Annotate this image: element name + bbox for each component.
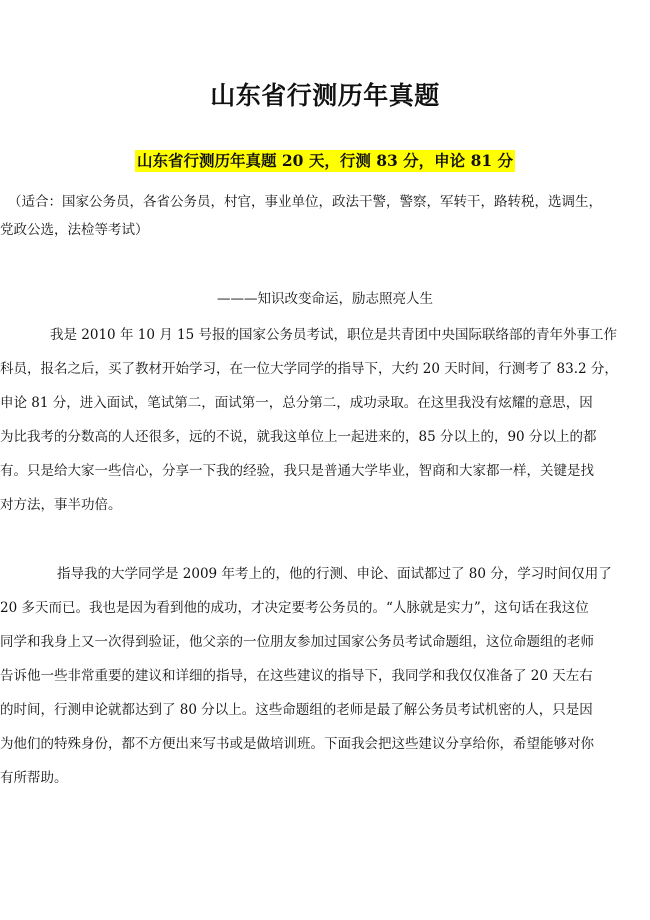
subtitle-wrap — [0, 150, 650, 172]
text-line: 科员，报名之后，买了教材开始学习，在一位大学同学的指导下，大约 20 天时间，行测考了 83.2 分， — [0, 361, 618, 377]
text-line: 的时间，行测申论就都达到了 80 分以上。这些命题组的老师是最了解公务员考试机密的人，只是因 — [0, 702, 593, 718]
text-line: 指导我的大学同学是 2009 年考上的，他的行测、申论、面试都过了 80 分，学习时间仅用了 — [57, 566, 612, 582]
scope-line: 党政公选，法检等考试） — [0, 222, 149, 238]
text-line: 对方法，事半功倍。 — [0, 497, 122, 513]
text-line: 有。只是给大家一些信心，分享一下我的经验，我只是普通大学毕业，智商和大家都一样，关键是找 — [0, 463, 594, 479]
text-line: 告诉他一些非常重要的建议和详细的指导，在这些建议的指导下，我同学和我仅仅准备了 20 天左右 — [0, 668, 593, 684]
text-line: 申论 81 分，进入面试，笔试第二，面试第一，总分第二，成功录取。在这里我没有炫耀的意思，因 — [0, 395, 593, 411]
text-line: 有所帮助。 — [0, 770, 68, 786]
text-line: 20 多天而已。我也是因为看到他的成功，才决定要考公务员的。“人脉就是实力”，这句话在我这位 — [0, 600, 589, 616]
text-line: 为比我考的分数高的人还很多，远的不说，就我这单位上一起进来的，85 分以上的，90 分以上的都 — [0, 429, 597, 445]
paragraph-experience — [0, 318, 650, 522]
highlighted-subtitle: 山东省行测历年真题 20 天，行测 83 分，申论 81 分 — [136, 151, 514, 170]
text-line: 同学和我身上又一次得到验证，他父亲的一位朋友参加过国家公务员考试命题组，这位命题组的老师 — [0, 634, 594, 650]
scope-line: （适合：国家公务员，各省公务员，村官，事业单位，政法干警，警察，军转干，路转税，选调生， — [8, 194, 602, 210]
text-line: 我是 2010 年 10 月 15 号报的国家公务员考试，职位是共青团中央国际联络部的青年外事工作 — [50, 327, 617, 343]
page-title: 山东省行测历年真题 — [210, 81, 440, 110]
motto: ———知识改变命运，励志照亮人生 — [217, 291, 433, 307]
applicable-exams-note — [0, 188, 650, 244]
text-line: 为他们的特殊身份，都不方便出来写书或是做培训班。下面我会把这些建议分享给你，希望能够对你 — [0, 736, 594, 752]
paragraph-mentor — [0, 557, 650, 795]
